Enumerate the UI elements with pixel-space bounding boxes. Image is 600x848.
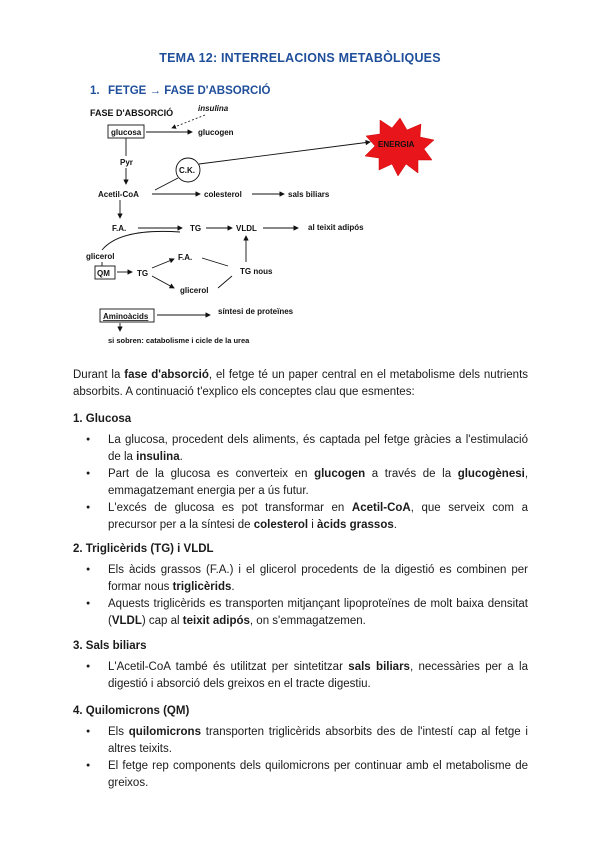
glucosa-label: glucosa <box>111 128 142 137</box>
qm-list <box>80 724 528 792</box>
sals-biliars-label: sals biliars <box>288 190 330 199</box>
insulina-label: insulina <box>198 104 229 113</box>
glucosa-list <box>80 432 528 534</box>
metabolism-diagram <box>80 100 450 350</box>
ck-energia-arrow <box>199 142 370 164</box>
sintesi-proteines-label: síntesi de proteïnes <box>218 307 294 316</box>
list-item: ● Aquests triglicèrids es transporten mitjançant lipoproteïnes de molt baixa densitat (VLDL) cap al teixit adipós, on s'emmagatzemen. <box>80 596 528 629</box>
energia-label: ENERGIA <box>378 140 415 149</box>
tg2-glicerol-line <box>152 276 174 288</box>
pyr-label: Pyr <box>120 158 133 167</box>
tg-list <box>80 562 528 630</box>
glicerol2-tgnous-line <box>218 276 232 288</box>
list-item: ● Part de la glucosa es converteix en glucogen a través de la glucogènesi, emmagatzemant energia per a ús futur. <box>80 466 528 499</box>
glicerol-tg-curve <box>102 231 180 250</box>
intro-paragraph: Durant la fase d'absorció, el fetge té un paper central en el metabolisme dels nutrients absorbits. A continuació t'explico els conceptes clau que esmentes: <box>73 369 529 398</box>
glucosa-heading: 1. Glucosa <box>73 413 132 425</box>
glicerol2-label: glicerol <box>180 286 209 295</box>
sals-list <box>80 659 528 693</box>
tg-nous-label: TG nous <box>240 267 273 276</box>
list-item: ● Els àcids grassos (F.A.) i el glicerol procedents de la digestió es combinen per formar nous triglicèrids. <box>80 562 528 595</box>
insulina-arrow <box>172 115 205 128</box>
list-item: ● L'excés de glucosa es pot transformar en Acetil-CoA, que serveix com a precursor per a la síntesi de colesterol i àcids grassos. <box>80 500 528 533</box>
tg2-label: TG <box>137 269 149 278</box>
colesterol-label: colesterol <box>204 190 242 199</box>
list-item: ● L'Acetil-CoA també és utilitzat per sintetitzar sals biliars, necessàries per a la digestió i absorció dels greixos en el tracte digestiu. <box>80 659 528 692</box>
teixit-adipos-label: al teixit adipós <box>308 223 364 232</box>
list-item: ● La glucosa, procedent dels aliments, és captada pel fetge gràcies a l'estimulació de la insulina. <box>80 432 528 465</box>
fa-label: F.A. <box>112 224 127 233</box>
qm-label: QM <box>97 269 110 278</box>
section-number: 1. <box>90 85 100 97</box>
tg-label: TG <box>190 224 202 233</box>
page-title: TEMA 12: INTERRELACIONS METABÒLIQUES <box>159 51 441 65</box>
section-title <box>90 85 270 97</box>
acetil-ck-line <box>155 178 178 190</box>
glucogen-label: glucogen <box>198 128 234 137</box>
aminoacids-label: Aminoàcids <box>103 312 149 321</box>
ck-label: C.K. <box>179 166 195 175</box>
glicerol-label: glicerol <box>86 252 115 261</box>
tg-heading: 2. Triglicèrids (TG) i VLDL <box>73 543 214 555</box>
fa2-tgnous-line <box>202 258 228 266</box>
acetil-coa-label: Acetil-CoA <box>98 190 139 199</box>
vldl-label: VLDL <box>236 224 257 233</box>
si-sobren-label: si sobren: catabolisme i cicle de la urea <box>108 336 250 345</box>
qm-heading: 4. Quilomicrons (QM) <box>73 705 190 717</box>
section-title-text: FETGE → FASE D'ABSORCIÓ <box>108 85 271 97</box>
sals-heading: 3. Sals biliars <box>73 640 147 652</box>
list-item: ● Els quilomicrons transporten triglicèrids absorbits des de l'intestí cap al fetge i altres teixits. <box>80 724 528 757</box>
diagram-heading: FASE D'ABSORCIÓ <box>90 108 174 118</box>
list-item: ● El fetge rep components dels quilomicrons per continuar amb el metabolisme de greixos. <box>80 758 528 791</box>
fa2-label: F.A. <box>178 253 193 262</box>
tg2-fa-line <box>152 259 174 268</box>
